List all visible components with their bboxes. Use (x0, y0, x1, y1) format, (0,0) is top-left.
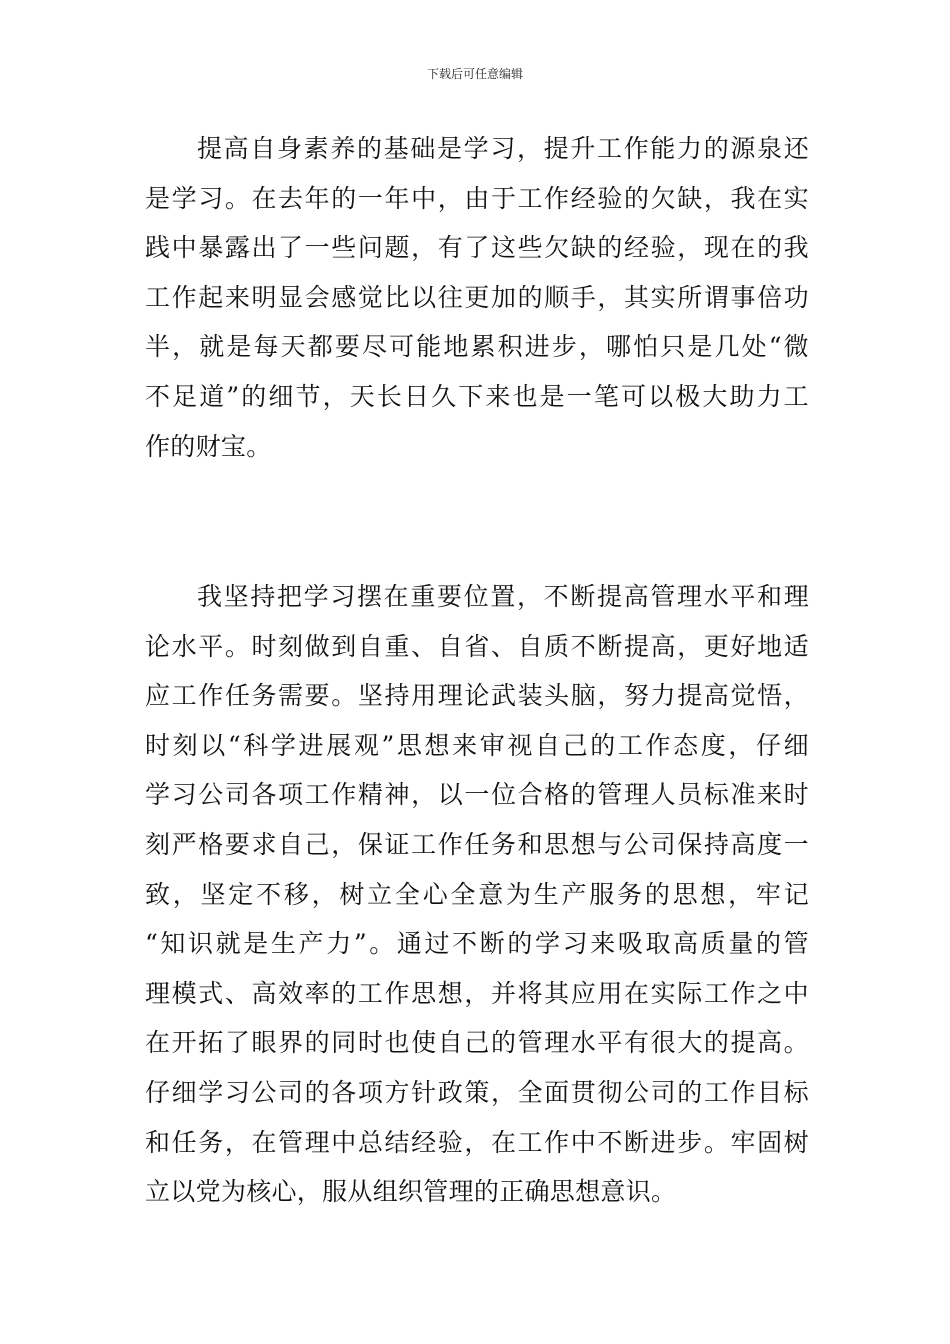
text-line: 提高自身素养的基础是学习，提升工作能力的源泉还 (197, 134, 809, 163)
text-line: 刻严格要求自己，保证工作任务和思想与公司保持高度一 (145, 829, 809, 859)
text-line: 论水平。时刻做到自重、自省、自质不断提高，更好地适 (145, 631, 809, 661)
text-line: 学习公司各项工作精神，以一位合格的管理人员标准来时 (145, 780, 809, 810)
text-line: 我坚持把学习摆在重要位置，不断提高管理水平和理 (197, 582, 809, 611)
text-line: 和任务，在管理中总结经验，在工作中不断进步。牢固树 (145, 1127, 809, 1157)
text-line: 践中暴露出了一些问题，有了这些欠缺的经验，现在的我 (145, 233, 809, 263)
text-line: 半，就是每天都要尽可能地累积进步，哪怕只是几处“微 (145, 332, 809, 362)
page-header: 下载后可任意编辑 (426, 67, 523, 81)
text-line: “知识就是生产力”。通过不断的学习来吸取高质量的管 (145, 929, 809, 959)
text-line: 致，坚定不移，树立全心全意为生产服务的思想，牢记 (145, 879, 809, 909)
paragraph-2 (145, 582, 809, 1227)
text-line: 立以党为核心，服从组织管理的正确思想意识。 (145, 1177, 677, 1207)
text-line: 应工作任务需要。坚持用理论武装头脑，努力提高觉悟， (145, 681, 809, 711)
text-line: 不足道”的细节，天长日久下来也是一笔可以极大助力工 (145, 381, 809, 411)
text-line: 在开拓了眼界的同时也使自己的管理水平有很大的提高。 (145, 1028, 809, 1058)
text-line: 是学习。在去年的一年中，由于工作经验的欠缺，我在实 (145, 183, 809, 213)
text-line: 时刻以“科学进展观”思想来审视自己的工作态度，仔细 (145, 730, 809, 760)
text-line: 理模式、高效率的工作思想，并将其应用在实际工作之中 (145, 978, 809, 1008)
text-line: 作的财宝。 (145, 431, 272, 461)
text-line: 工作起来明显会感觉比以往更加的顺手，其实所谓事倍功 (145, 282, 809, 312)
text-line: 仔细学习公司的各项方针政策，全面贯彻公司的工作目标 (145, 1077, 809, 1107)
paragraph-1 (145, 134, 809, 481)
